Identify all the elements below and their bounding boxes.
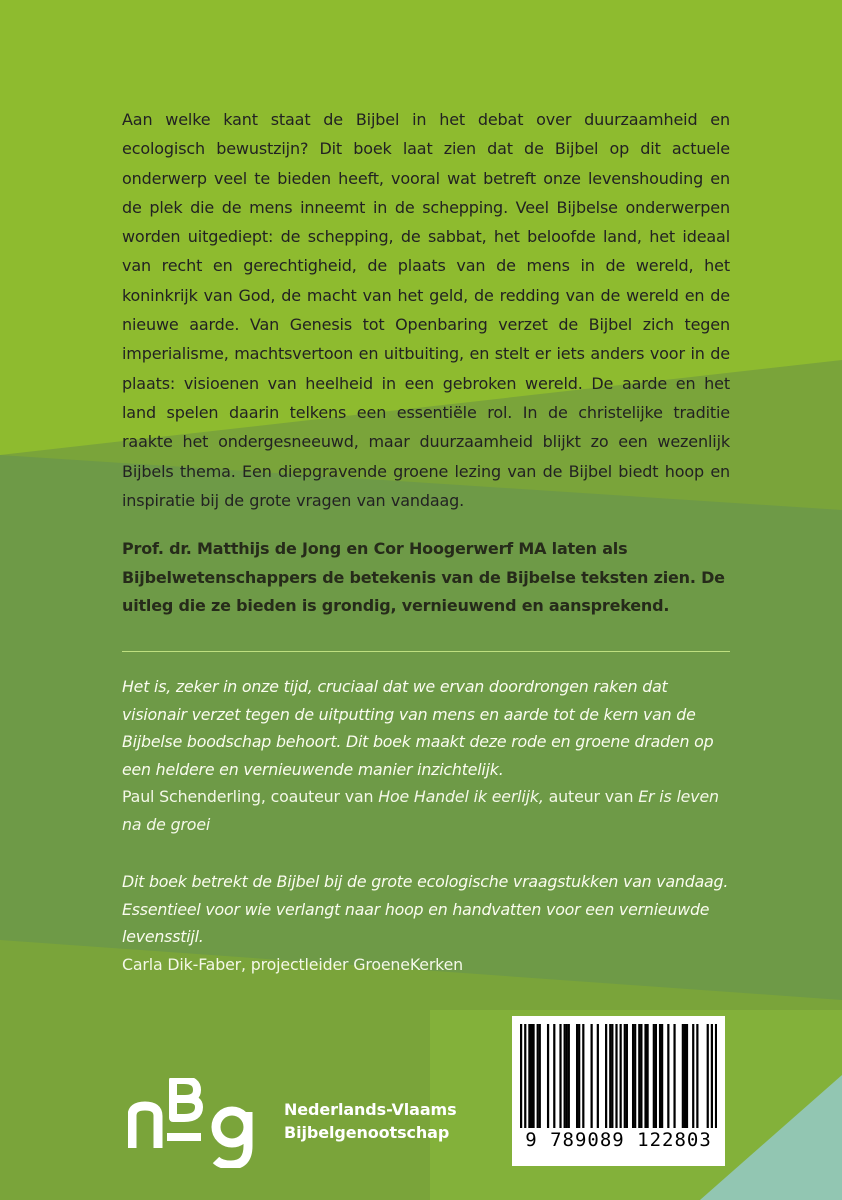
barcode-bar <box>634 1024 636 1128</box>
barcode-bar <box>673 1024 675 1128</box>
attribution-connector: auteur van <box>543 787 639 807</box>
barcode-bar <box>661 1024 663 1128</box>
barcode-bar <box>624 1024 626 1128</box>
barcode-bar <box>537 1024 539 1128</box>
attribution-work: Hoe Handel ik eerlijk, <box>378 787 544 807</box>
quote-text: Het is, zeker in onze tijd, cruciaal dat we ervan doordrongen raken dat visionair verzet tegen de uitputting van mens en aarde tot de kern van de Bijbelse boodschap behoort. Dit boek maakt deze rode en groene draden op een heldere en vernieuwende manier inzichtelijk. <box>122 677 714 779</box>
barcode-bar <box>605 1024 607 1128</box>
barcode-bar <box>547 1024 549 1128</box>
barcode-bar <box>711 1024 713 1128</box>
barcode-bar <box>692 1024 694 1128</box>
barcode-bar <box>707 1024 709 1128</box>
barcode-bar <box>578 1024 580 1128</box>
attribution-name: Paul Schenderling, coauteur van <box>122 787 379 807</box>
divider-line <box>122 651 730 652</box>
barcode-bar <box>682 1024 684 1128</box>
barcode-bar <box>566 1024 568 1128</box>
barcode-bar <box>597 1024 599 1128</box>
barcode-bar <box>655 1024 657 1128</box>
barcode-bar <box>684 1024 686 1128</box>
authors-text: Prof. dr. Matthijs de Jong en Cor Hoogerwerf MA laten als Bijbelwetenschappers de betekenis van de Bijbelse teksten zien. De uitleg die ze bieden is grondig, vernieuwend en aansprekend. <box>122 539 725 615</box>
publisher-name <box>284 1098 457 1144</box>
barcode-bar <box>582 1024 584 1128</box>
blurb-text: Aan welke kant staat de Bijbel in het debat over duurzaamheid en ecologisch bewustzijn? Dit boek laat zien dat de Bijbel op dit actuele onderwerp veel te bieden heeft, vooral wat betreft onze levenshouding en de plek die de mens inneemt in de schepping. Veel Bijbelse onderwerpen worden uitgediept: de schepping, de sabbat, het beloofde land, het ideaal van recht en gerechtigheid, de plaats van de mens in de wereld, het koninkrijk van God, de macht van het geld, de redding van de wereld en de nieuwe aarde. Van Genesis tot Openbaring verzet de Bijbel zich tegen imperialisme, machtsvertoon en uitbuiting, en stelt er iets anders voor in de plaats: visioenen van heelheid in een gebroken wereld. De aarde en het land spelen daarin telkens een essentiële rol. In de christelijke traditie raakte het ondergesneeuwd, maar duurzaamheid blijkt zo een wezenlijk Bijbels thema. Een diepgravende groene lezing van de Bijbel biedt hoop en inspiratie bij de grote vragen van vandaag. <box>122 110 730 510</box>
barcode-bar <box>667 1024 669 1128</box>
barcode-bar <box>653 1024 655 1128</box>
barcode-bar <box>576 1024 578 1128</box>
publisher-name-line: Bijbelgenootschap <box>284 1123 450 1142</box>
barcode-bar <box>620 1024 622 1128</box>
barcode-bar <box>609 1024 611 1128</box>
barcode-bar <box>539 1024 541 1128</box>
barcode-bar <box>659 1024 661 1128</box>
barcode-bar <box>646 1024 648 1128</box>
publisher-name-line: Nederlands-Vlaams <box>284 1100 457 1119</box>
nbg-logo <box>128 1078 256 1168</box>
barcode-bar <box>553 1024 555 1128</box>
barcode-bar <box>715 1024 717 1128</box>
barcode-bar <box>615 1024 617 1128</box>
barcode-bar <box>611 1024 613 1128</box>
barcode-bar <box>640 1024 642 1128</box>
barcode-bar <box>696 1024 698 1128</box>
barcode-bar <box>564 1024 566 1128</box>
barcode-bar <box>632 1024 634 1128</box>
barcode-bar <box>626 1024 628 1128</box>
quote-text: Dit boek betrekt de Bijbel bij de grote ecologische vraagstukken van vandaag. Essentieel voor wie verlangt naar hoop en handvatten voor een vernieuwde levensstijl. <box>122 872 729 947</box>
barcode-bar <box>530 1024 532 1128</box>
barcode-bar <box>591 1024 593 1128</box>
barcode-bar <box>524 1024 526 1128</box>
barcode-bar <box>532 1024 534 1128</box>
barcode <box>512 1016 725 1166</box>
barcode-bar <box>559 1024 561 1128</box>
quote-block-2 <box>122 868 730 978</box>
barcode-bar <box>686 1024 688 1128</box>
barcode-bar <box>638 1024 640 1128</box>
barcode-bar <box>644 1024 646 1128</box>
quote-attribution: Carla Dik-Faber, projectleider GroeneKerken <box>122 954 464 974</box>
quote-attribution <box>122 783 730 838</box>
barcode-bar <box>528 1024 530 1128</box>
isbn-number: 9 789089 122803 <box>525 1129 712 1151</box>
barcode-bars <box>520 1024 717 1128</box>
attribution-work: Er is leven na de groei <box>122 787 719 834</box>
barcode-bar <box>568 1024 570 1128</box>
quote-block-1 <box>122 673 730 839</box>
barcode-bar <box>520 1024 522 1128</box>
